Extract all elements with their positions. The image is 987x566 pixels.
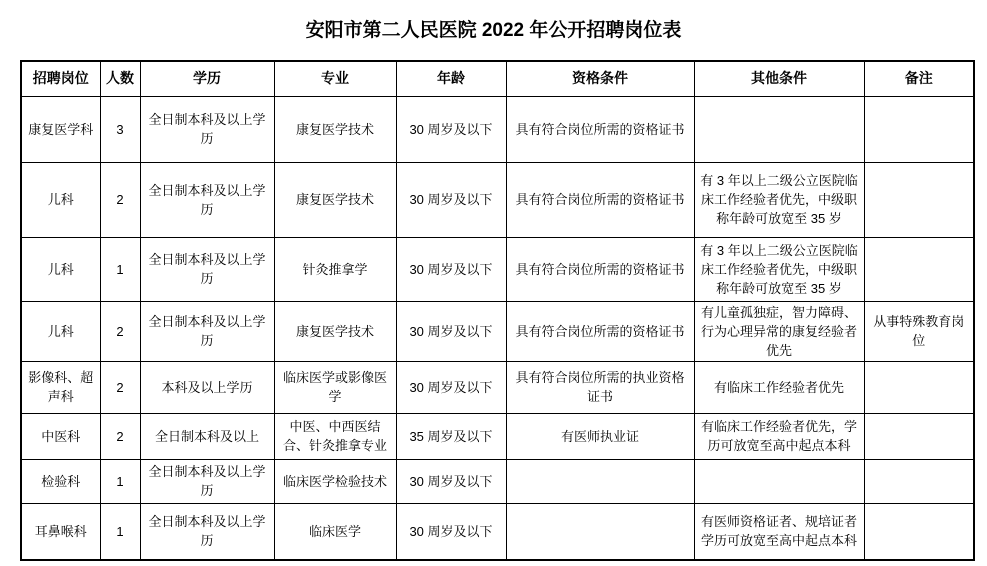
page-title: 安阳市第二人民医院 2022 年公开招聘岗位表 bbox=[305, 20, 682, 41]
cell-major: 临床医学检验技术 bbox=[274, 459, 396, 503]
cell-age: 30 周岁及以下 bbox=[396, 361, 506, 413]
cell-age: 30 周岁及以下 bbox=[396, 503, 506, 560]
cell-education: 全日制本科及以上学历 bbox=[140, 162, 274, 237]
cell-major: 康复医学技术 bbox=[274, 301, 396, 361]
cell-age: 30 周岁及以下 bbox=[396, 237, 506, 301]
table-row bbox=[21, 413, 974, 459]
cell-education: 全日制本科及以上 bbox=[140, 413, 274, 459]
column-header-note: 备注 bbox=[864, 61, 974, 96]
cell-note bbox=[864, 96, 974, 162]
table-row bbox=[21, 96, 974, 162]
column-header-position: 招聘岗位 bbox=[21, 61, 100, 96]
cell-note bbox=[864, 459, 974, 503]
table-body bbox=[21, 96, 974, 560]
column-header-count: 人数 bbox=[100, 61, 140, 96]
cell-count: 1 bbox=[100, 459, 140, 503]
cell-count: 3 bbox=[100, 96, 140, 162]
cell-other: 有 3 年以上二级公立医院临床工作经验者优先，中级职称年龄可放宽至 35 岁 bbox=[694, 237, 864, 301]
table-row bbox=[21, 162, 974, 237]
cell-position: 中医科 bbox=[21, 413, 100, 459]
cell-major: 康复医学技术 bbox=[274, 96, 396, 162]
cell-qualification: 有医师执业证 bbox=[506, 413, 694, 459]
cell-other: 有临床工作经验者优先 bbox=[694, 361, 864, 413]
cell-note bbox=[864, 361, 974, 413]
table-row bbox=[21, 503, 974, 560]
cell-major: 临床医学 bbox=[274, 503, 396, 560]
column-header-major: 专业 bbox=[274, 61, 396, 96]
cell-age: 35 周岁及以下 bbox=[396, 413, 506, 459]
cell-position: 儿科 bbox=[21, 162, 100, 237]
cell-major: 康复医学技术 bbox=[274, 162, 396, 237]
cell-age: 30 周岁及以下 bbox=[396, 301, 506, 361]
cell-other: 有儿童孤独症，智力障碍、行为心理异常的康复经验者优先 bbox=[694, 301, 864, 361]
cell-other bbox=[694, 96, 864, 162]
recruitment-table bbox=[20, 60, 975, 561]
cell-qualification bbox=[506, 503, 694, 560]
cell-note bbox=[864, 503, 974, 560]
cell-note: 从事特殊教育岗位 bbox=[864, 301, 974, 361]
cell-major: 针灸推拿学 bbox=[274, 237, 396, 301]
cell-count: 1 bbox=[100, 237, 140, 301]
cell-position: 耳鼻喉科 bbox=[21, 503, 100, 560]
cell-education: 本科及以上学历 bbox=[140, 361, 274, 413]
cell-major: 中医、中西医结合、针灸推拿专业 bbox=[274, 413, 396, 459]
cell-count: 2 bbox=[100, 301, 140, 361]
cell-qualification bbox=[506, 459, 694, 503]
cell-other: 有临床工作经验者优先，学历可放宽至高中起点本科 bbox=[694, 413, 864, 459]
cell-position: 儿科 bbox=[21, 237, 100, 301]
cell-count: 1 bbox=[100, 503, 140, 560]
column-header-other: 其他条件 bbox=[694, 61, 864, 96]
table-row bbox=[21, 237, 974, 301]
cell-count: 2 bbox=[100, 162, 140, 237]
column-header-age: 年龄 bbox=[396, 61, 506, 96]
cell-qualification: 具有符合岗位所需的资格证书 bbox=[506, 96, 694, 162]
table-row bbox=[21, 459, 974, 503]
cell-education: 全日制本科及以上学历 bbox=[140, 503, 274, 560]
column-header-qualification: 资格条件 bbox=[506, 61, 694, 96]
cell-count: 2 bbox=[100, 361, 140, 413]
cell-qualification: 具有符合岗位所需的资格证书 bbox=[506, 237, 694, 301]
table-row bbox=[21, 301, 974, 361]
cell-other: 有医师资格证者、规培证者学历可放宽至高中起点本科 bbox=[694, 503, 864, 560]
cell-other: 有 3 年以上二级公立医院临床工作经验者优先，中级职称年龄可放宽至 35 岁 bbox=[694, 162, 864, 237]
cell-age: 30 周岁及以下 bbox=[396, 96, 506, 162]
cell-count: 2 bbox=[100, 413, 140, 459]
cell-position: 儿科 bbox=[21, 301, 100, 361]
cell-age: 30 周岁及以下 bbox=[396, 459, 506, 503]
table-row bbox=[21, 361, 974, 413]
cell-note bbox=[864, 413, 974, 459]
cell-note bbox=[864, 237, 974, 301]
cell-qualification: 具有符合岗位所需的资格证书 bbox=[506, 162, 694, 237]
cell-note bbox=[864, 162, 974, 237]
cell-qualification: 具有符合岗位所需的资格证书 bbox=[506, 301, 694, 361]
cell-education: 全日制本科及以上学历 bbox=[140, 96, 274, 162]
cell-qualification: 具有符合岗位所需的执业资格证书 bbox=[506, 361, 694, 413]
cell-major: 临床医学或影像医学 bbox=[274, 361, 396, 413]
table-header bbox=[21, 61, 974, 96]
cell-other bbox=[694, 459, 864, 503]
cell-education: 全日制本科及以上学历 bbox=[140, 459, 274, 503]
cell-education: 全日制本科及以上学历 bbox=[140, 237, 274, 301]
cell-age: 30 周岁及以下 bbox=[396, 162, 506, 237]
cell-position: 康复医学科 bbox=[21, 96, 100, 162]
cell-position: 检验科 bbox=[21, 459, 100, 503]
cell-education: 全日制本科及以上学历 bbox=[140, 301, 274, 361]
cell-position: 影像科、超声科 bbox=[21, 361, 100, 413]
column-header-education: 学历 bbox=[140, 61, 274, 96]
header-row bbox=[21, 61, 974, 96]
